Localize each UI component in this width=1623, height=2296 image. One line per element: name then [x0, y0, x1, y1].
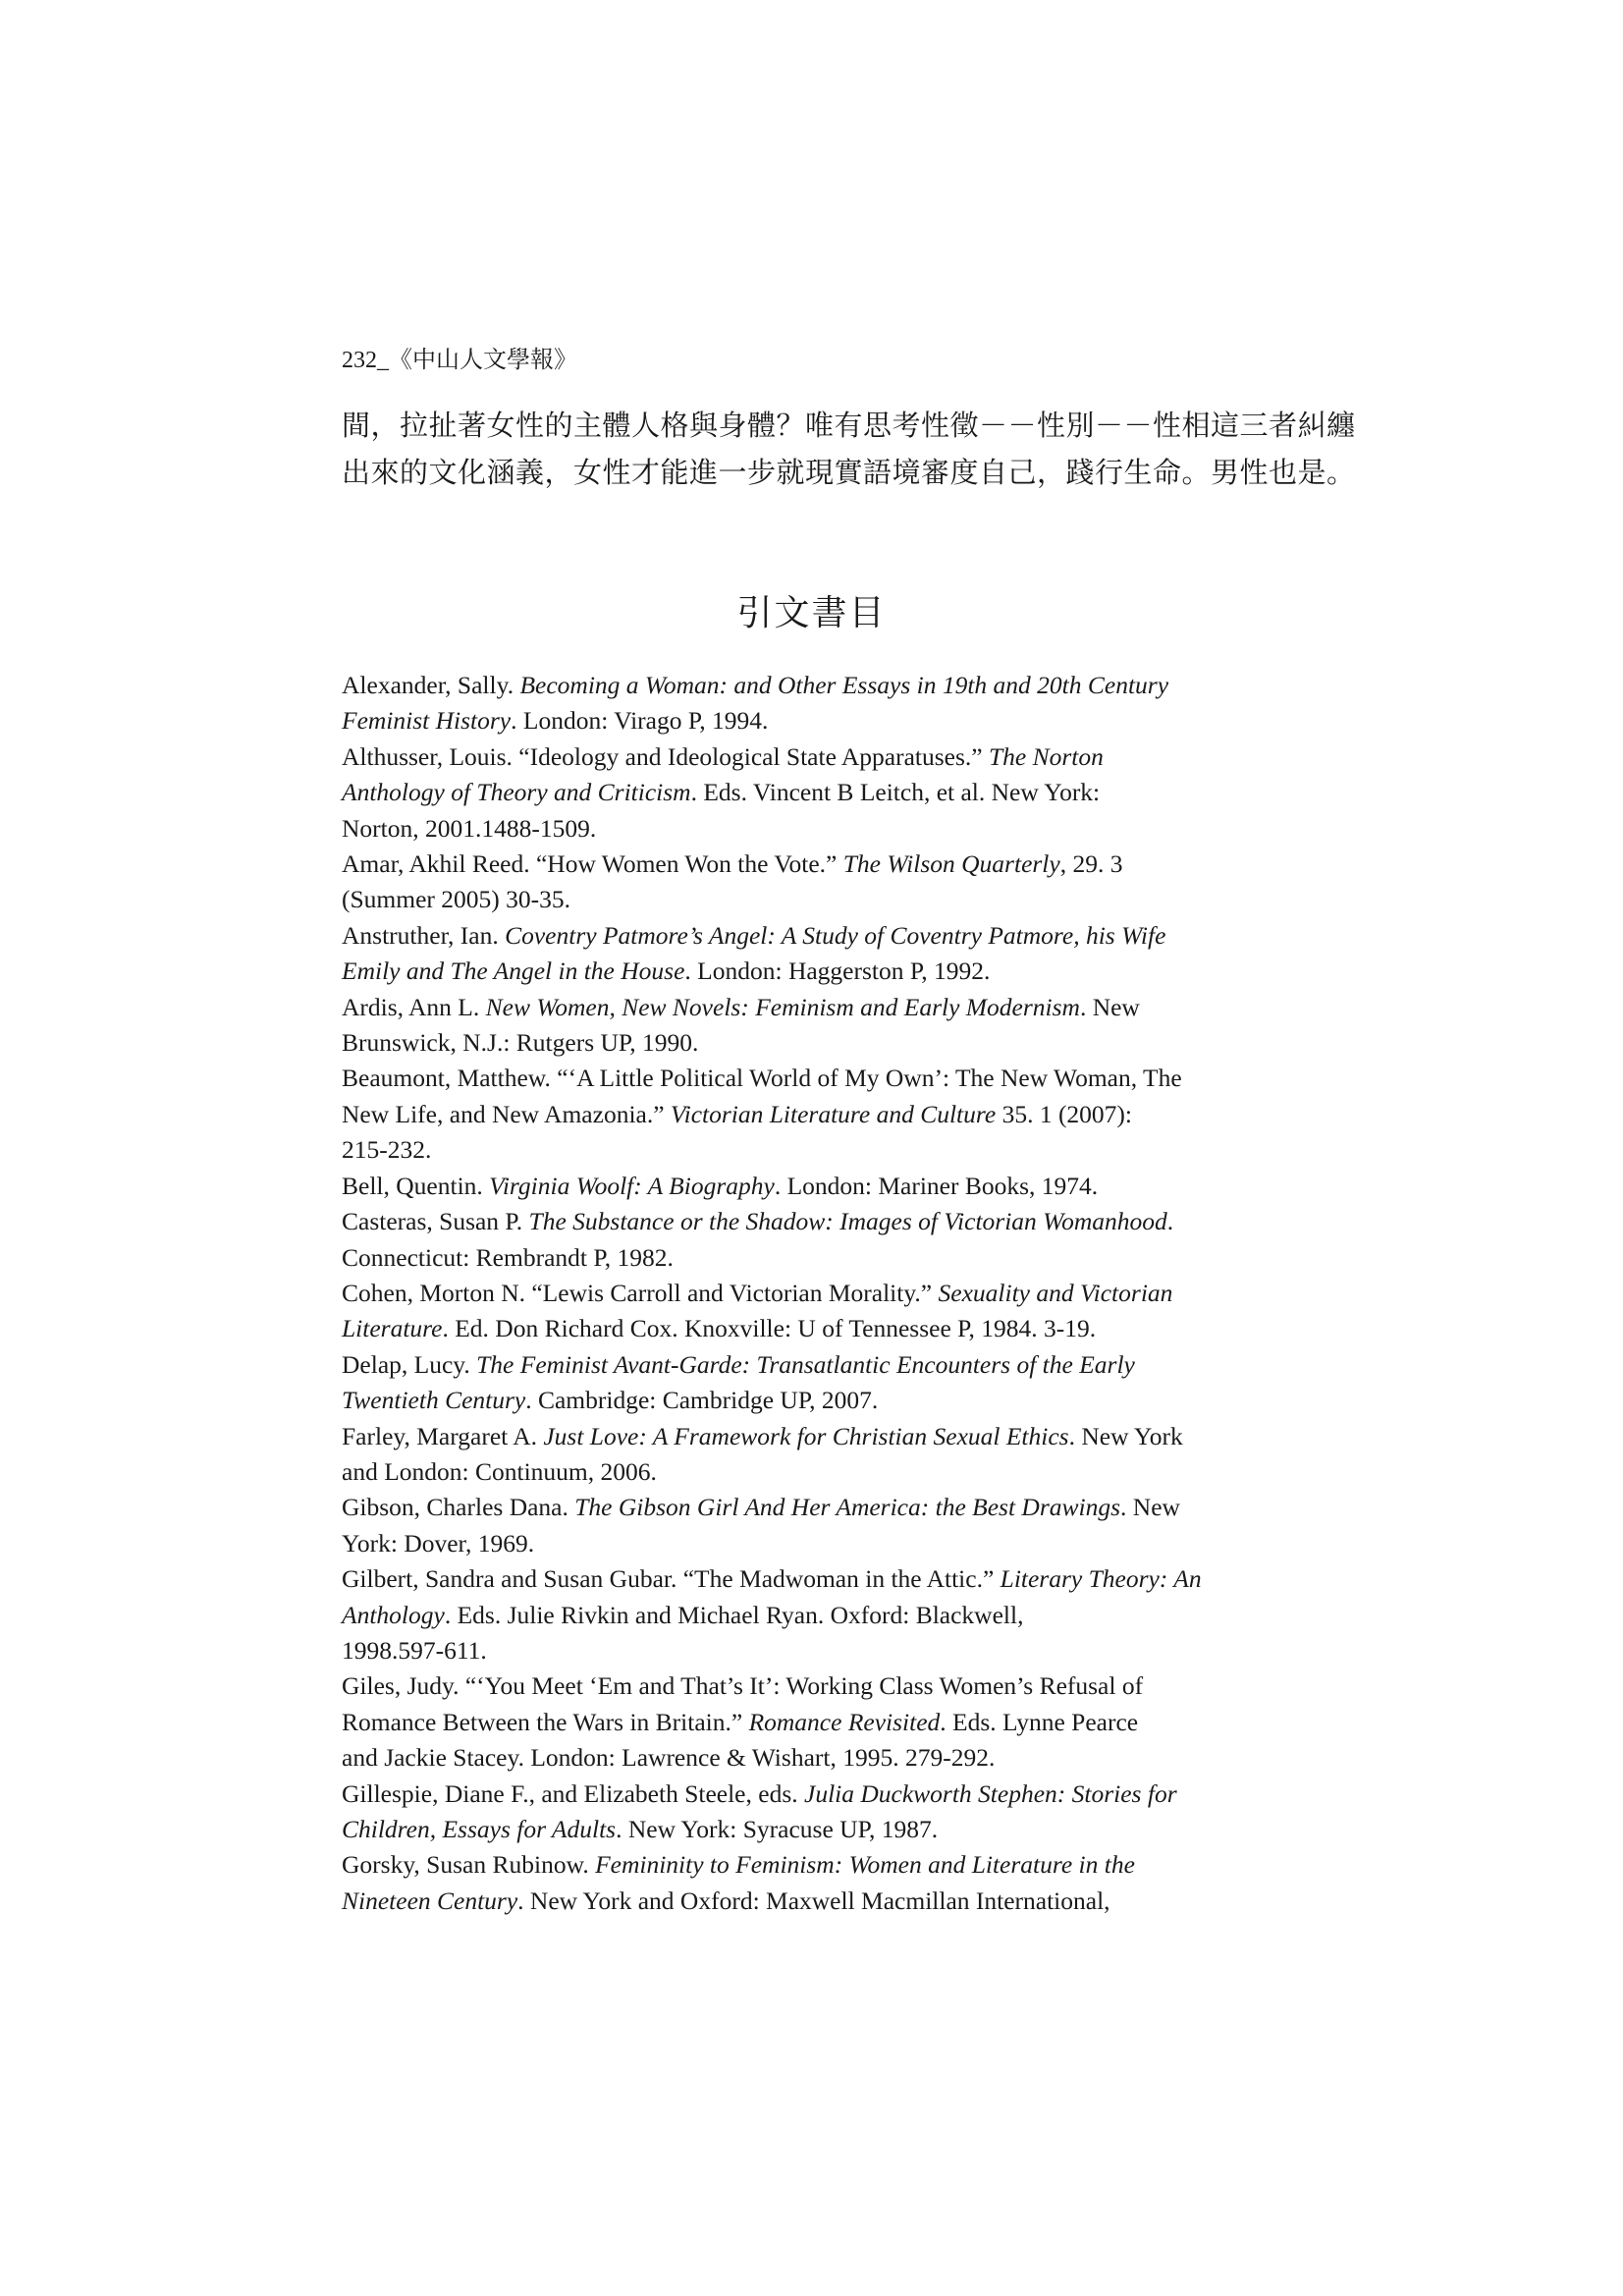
- reference-title-text: Virginia Woolf: A Biography: [489, 1171, 775, 1200]
- reference-line: [342, 847, 1304, 882]
- reference-text: Brunswick, N.J.: Rutgers UP, 1990.: [342, 1028, 699, 1058]
- reference-title-text: Coventry Patmore’s Angel: A Study of Coventry Patmore, his Wife: [505, 920, 1166, 950]
- reference-line: [342, 882, 1304, 917]
- reference-line: [342, 775, 1304, 810]
- reference-entry: [342, 1061, 1304, 1168]
- body-paragraph: [342, 403, 1356, 497]
- reference-text: Beaumont, Matthew. “‘A Little Political World of My Own’: The New Woman, The: [342, 1064, 1182, 1093]
- reference-entry: [342, 668, 1304, 739]
- reference-line: [342, 918, 1304, 954]
- reference-line: [342, 1705, 1304, 1740]
- reference-title-text: Romance Revisited: [748, 1707, 941, 1736]
- reference-text: Gorsky, Susan Rubinow.: [342, 1850, 596, 1880]
- reference-text: Gilbert, Sandra and Susan Gubar. “The Madwoman in the Attic.”: [342, 1564, 1001, 1594]
- reference-entry: [342, 847, 1304, 918]
- reference-line: [342, 1884, 1304, 1919]
- reference-title-text: The Feminist Avant-Garde: Transatlantic Encounters of the Early: [476, 1349, 1135, 1379]
- reference-title-text: Anthology of Theory and Criticism: [342, 778, 691, 807]
- reference-title-text: Victorian Literature and Culture: [670, 1099, 997, 1128]
- reference-text: 35. 1 (2007):: [996, 1099, 1133, 1128]
- reference-title-text: Julia Duckworth Stephen: Stories for: [804, 1778, 1177, 1808]
- reference-text: . New: [1120, 1493, 1180, 1522]
- reference-text: . Eds. Julie Rivkin and Michael Ryan. Oxford: Blackwell,: [444, 1600, 1024, 1629]
- reference-title-text: The Substance or the Shadow: Images of Victorian Womanhood: [528, 1207, 1167, 1236]
- reference-text: . New York and Oxford: Maxwell Macmillan International,: [517, 1886, 1110, 1915]
- reference-line: [342, 1633, 1304, 1668]
- reference-text: Cohen, Morton N. “Lewis Carroll and Victorian Morality.”: [342, 1278, 939, 1307]
- reference-line: [342, 1097, 1304, 1132]
- reference-text: Delap, Lucy.: [342, 1349, 477, 1379]
- reference-text: .: [1166, 1207, 1174, 1236]
- reference-title-text: Sexuality and Victorian: [938, 1278, 1173, 1307]
- reference-text: Gibson, Charles Dana.: [342, 1493, 575, 1522]
- reference-title-text: Anthology: [342, 1600, 445, 1629]
- reference-entry: [342, 990, 1304, 1062]
- reference-list: [342, 668, 1304, 1919]
- reference-line: [342, 811, 1304, 847]
- reference-text: New Life, and New Amazonia.”: [342, 1099, 671, 1128]
- reference-title-text: Just Love: A Framework for Christian Sexual Ethics: [543, 1421, 1069, 1450]
- reference-line: [342, 1526, 1304, 1561]
- reference-title-text: Twentieth Century: [342, 1386, 526, 1415]
- reference-entry: [342, 1347, 1304, 1419]
- reference-title-text: The Gibson Girl And Her America: the Best Drawings: [574, 1493, 1121, 1522]
- reference-text: 1998.597-611.: [342, 1635, 487, 1665]
- reference-line: [342, 1169, 1304, 1204]
- reference-text: . London: Haggerston P, 1992.: [684, 957, 991, 986]
- reference-text: . New: [1079, 992, 1140, 1021]
- reference-text: (Summer 2005) 30-35.: [342, 885, 571, 914]
- reference-text: . Cambridge: Cambridge UP, 2007.: [525, 1386, 879, 1415]
- reference-line: [342, 1240, 1304, 1276]
- reference-line: [342, 1347, 1304, 1383]
- reference-title-text: Children, Essays for Adults: [342, 1815, 617, 1843]
- reference-text: . Eds. Vincent B Leitch, et al. New York:: [690, 778, 1101, 807]
- reference-text: Ardis, Ann L.: [342, 992, 486, 1021]
- reference-text: . London: Virago P, 1994.: [511, 706, 769, 736]
- reference-entry: [342, 1490, 1304, 1561]
- reference-entry: [342, 918, 1304, 990]
- reference-entry: [342, 1668, 1304, 1776]
- reference-entry: [342, 1204, 1304, 1276]
- section-title: 引文書目: [736, 593, 887, 632]
- reference-text: . Eds. Lynne Pearce: [940, 1707, 1139, 1736]
- reference-text: Casteras, Susan P.: [342, 1207, 529, 1236]
- reference-entry: [342, 1847, 1304, 1919]
- paragraph-line: 間，拉扯著女性的主體人格與身體？唯有思考性徵－－性別－－性相這三者糾纏: [342, 410, 1356, 442]
- reference-title-text: Literature: [342, 1314, 443, 1343]
- reference-line: [342, 1777, 1304, 1812]
- reference-entry: [342, 1169, 1304, 1204]
- reference-line: [342, 1490, 1304, 1525]
- reference-title-text: The Wilson Quarterly: [842, 849, 1060, 879]
- reference-line: [342, 1561, 1304, 1597]
- reference-line: [342, 1740, 1304, 1776]
- running-head: 232_《中山人文學報》: [342, 348, 577, 373]
- paragraph-line: 出來的文化涵義，女性才能進一步就現實語境審度自己，踐行生命。男性也是。: [342, 458, 1356, 489]
- reference-line: [342, 1454, 1304, 1490]
- reference-text: Althusser, Louis. “Ideology and Ideological State Apparatuses.”: [342, 741, 989, 771]
- reference-text: and Jackie Stacey. London: Lawrence & Wishart, 1995. 279-292.: [342, 1743, 996, 1773]
- reference-entry: [342, 1276, 1304, 1347]
- reference-entry: [342, 1777, 1304, 1848]
- reference-text: . New York: Syracuse UP, 1987.: [616, 1815, 939, 1843]
- reference-text: Anstruther, Ian.: [342, 920, 506, 950]
- reference-line: [342, 1132, 1304, 1168]
- reference-text: Gillespie, Diane F., and Elizabeth Steele, eds.: [342, 1778, 804, 1808]
- reference-text: . Ed. Don Richard Cox. Knoxville: U of Tennessee P, 1984. 3-19.: [442, 1314, 1097, 1343]
- reference-text: Farley, Margaret A.: [342, 1421, 544, 1450]
- reference-text: Alexander, Sally.: [342, 671, 520, 699]
- reference-line: [342, 1311, 1304, 1346]
- reference-title-text: Nineteen Century: [342, 1886, 518, 1915]
- reference-line: [342, 1276, 1304, 1311]
- reference-text: . London: Mariner Books, 1974.: [774, 1171, 1099, 1200]
- reference-entry: [342, 1419, 1304, 1491]
- reference-line: [342, 703, 1304, 738]
- reference-entry: [342, 739, 1304, 847]
- reference-text: Romance Between the Wars in Britain.”: [342, 1707, 749, 1736]
- reference-text: York: Dover, 1969.: [342, 1528, 535, 1558]
- reference-text: Bell, Quentin.: [342, 1171, 490, 1200]
- reference-title-text: The Norton: [988, 741, 1104, 771]
- reference-text: 215-232.: [342, 1135, 432, 1165]
- reference-title-text: Femininity to Feminism: Women and Literature in the: [595, 1850, 1135, 1880]
- reference-text: . New York: [1068, 1421, 1183, 1450]
- reference-line: [342, 1383, 1304, 1418]
- reference-entry: [342, 1561, 1304, 1668]
- reference-text: Connecticut: Rembrandt P, 1982.: [342, 1242, 674, 1272]
- reference-title-text: Emily and The Angel in the House: [342, 957, 685, 986]
- reference-line: [342, 739, 1304, 775]
- reference-text: Giles, Judy. “‘You Meet ‘Em and That’s It’: Working Class Women’s Refusal of: [342, 1671, 1144, 1701]
- reference-text: , 29. 3: [1059, 849, 1123, 879]
- reference-text: Norton, 2001.1488-1509.: [342, 813, 597, 843]
- reference-title-text: New Women, New Novels: Feminism and Early Modernism: [485, 992, 1080, 1021]
- reference-line: [342, 1847, 1304, 1883]
- reference-line: [342, 1598, 1304, 1633]
- reference-text: Amar, Akhil Reed. “How Women Won the Vote.”: [342, 849, 843, 879]
- reference-line: [342, 1204, 1304, 1239]
- reference-line: [342, 1419, 1304, 1454]
- reference-line: [342, 668, 1304, 703]
- reference-line: [342, 1025, 1304, 1061]
- reference-line: [342, 954, 1304, 989]
- reference-title-text: Feminist History: [342, 706, 512, 736]
- reference-line: [342, 1061, 1304, 1096]
- reference-text: and London: Continuum, 2006.: [342, 1456, 657, 1486]
- reference-line: [342, 1668, 1304, 1704]
- reference-title-text: Becoming a Woman: and Other Essays in 19th and 20th Century: [519, 671, 1169, 699]
- reference-title-text: Literary Theory: An: [1000, 1564, 1202, 1594]
- reference-line: [342, 1812, 1304, 1847]
- reference-line: [342, 990, 1304, 1025]
